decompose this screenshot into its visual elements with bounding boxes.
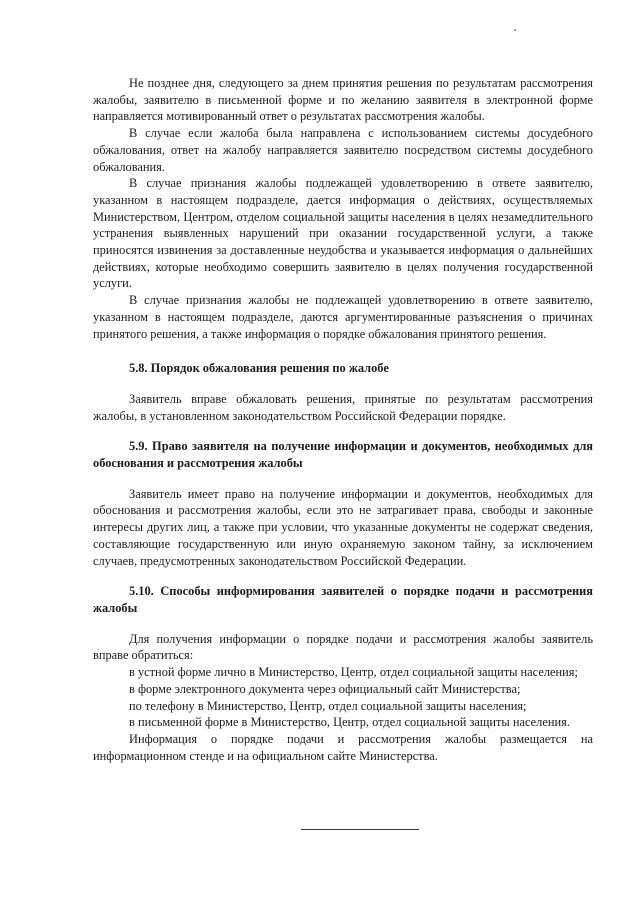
paragraph-complaint-rejected: В случае признания жалобы не подлежащей удовлетворению в ответе заявителю, указанном в настоящем подразделе, даются аргументированные разъяснения о причинах принятого решения, а также информация о порядке обжалования принятого решения.: [93, 293, 593, 341]
section-5-9-paragraph: Заявитель имеет право на получение информации и документов, необходимых для обоснования и рассмотрения жалобы, если это не затрагивает права, свободы и законные интересы других лиц, а также при условии, что указанные документы не содержат сведения, составляющие государственную или иную охраняемую законом тайну, за исключением случаев, предусмотренных законодательством Российской Федерации.: [93, 486, 593, 568]
paragraph-electronic-reply: В случае если жалоба была направлена с использованием системы досудебного обжалования, ответ на жалобу направляется заявителю посредством системы досудебного обжалования.: [93, 126, 593, 174]
paragraph-complaint-satisfied: В случае признания жалобы подлежащей удовлетворению в ответе заявителю, указанном в настоящем подразделе, дается информация о действиях, осуществляемых Министерством, Центром, отделом социальной защиты населения в целях незамедлительного устранения выявленных нарушений при оказании государственной услуги, а также приносятся извинения за доставленные неудобства и указывается информация о дальнейших действиях, которые необходимо совершить заявителю в целях получения государственной услуги.: [93, 176, 593, 291]
list-item-electronic: в форме электронного документа через официальный сайт Министерства;: [129, 681, 521, 696]
section-5-10-heading: 5.10. Способы информирования заявителей о порядке подачи и рассмотрения жалобы: [93, 584, 593, 615]
section-5-8-heading: 5.8. Порядок обжалования решения по жалобе: [129, 361, 389, 376]
section-5-8-paragraph: Заявитель вправе обжаловать решения, принятые по результатам рассмотрения жалобы, в установленном законодательством Российской Федерации порядке.: [93, 391, 593, 423]
end-divider: [301, 829, 419, 830]
paragraph-reply-deadline: Не позднее дня, следующего за днем принятия решения по результатам рассмотрения жалобы, заявителю в письменной форме и по желанию заявителя в электронной форме направляется мотивированный ответ о результатах рассмотрения жалобы.: [93, 76, 593, 124]
document-body: [93, 75, 593, 764]
list-item-written: в письменной форме в Министерство, Центр, отдел социальной защиты населения.: [129, 715, 570, 730]
section-5-10-intro: Для получения информации о порядке подачи и рассмотрения жалобы заявитель вправе обратиться:: [93, 631, 593, 663]
list-item-oral: в устной форме лично в Министерство, Центр, отдел социальной защиты населения;: [129, 665, 578, 680]
list-item-phone: по телефону в Министерство, Центр, отдел социальной защиты населения;: [129, 698, 527, 713]
section-5-9-heading: 5.9. Право заявителя на получение информации и документов, необходимых для обоснования и рассмотрения жалобы: [93, 439, 593, 471]
scan-speck: [514, 29, 516, 31]
section-5-10-closing: Информация о порядке подачи и рассмотрения жалобы размещается на информационном стенде и на официальном сайте Министерства.: [93, 731, 593, 763]
